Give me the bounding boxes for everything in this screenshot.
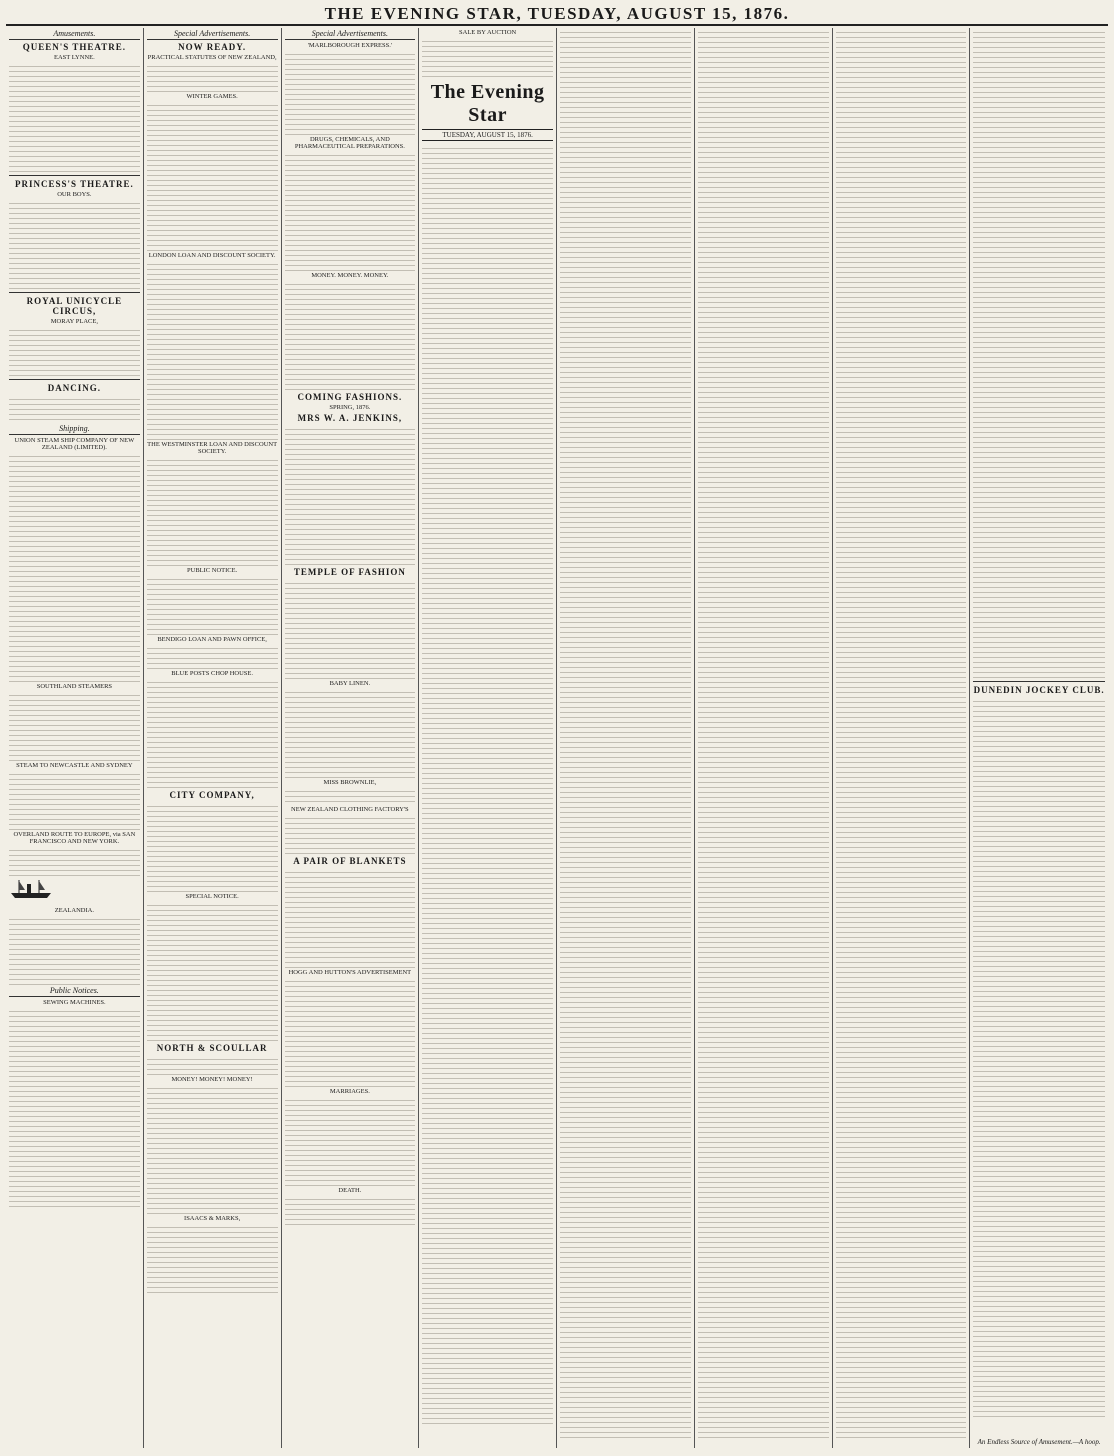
news-text (973, 28, 1105, 678)
masthead-title: THE EVENING STAR, TUESDAY, AUGUST 15, 1876. (324, 4, 790, 23)
text-block (285, 688, 416, 778)
text-block (285, 151, 416, 271)
text-block (285, 1195, 416, 1225)
ad-title: MRS W. A. JENKINS, (297, 413, 403, 423)
ad-subtitle: MARRIAGES. (329, 1088, 370, 1095)
editorial-text (422, 144, 553, 1424)
text-block (9, 199, 140, 289)
text-block (285, 814, 416, 854)
ad-title: COMING FASHIONS. (297, 392, 403, 402)
text-block (9, 691, 140, 761)
ad-subtitle: MISS BROWNLIE, (323, 779, 377, 786)
text-block (9, 326, 140, 376)
ad-subtitle: PRACTICAL STATUTES OF NEW ZEALAND, (147, 54, 277, 61)
ad-title: PRINCESS'S THEATRE. (15, 179, 134, 189)
section-heading: Public Notices. (9, 985, 140, 997)
editorial-text (560, 28, 691, 1438)
ad-subtitle: SOUTHLAND STEAMERS (36, 683, 113, 690)
text-block (9, 770, 140, 830)
ad-title: QUEEN'S THEATRE. (22, 42, 126, 52)
ad-subtitle: BENDIGO LOAN AND PAWN OFFICE, (157, 636, 267, 643)
ad-subtitle: SALE BY AUCTION (459, 29, 517, 36)
column-heading: Amusements. (9, 28, 140, 40)
ad-subtitle: OUR BOYS. (57, 191, 92, 198)
text-block (9, 1007, 140, 1207)
text-block (147, 1223, 278, 1293)
column-5 (557, 28, 695, 1448)
text-block (147, 101, 278, 251)
text-block (285, 425, 416, 565)
column-6 (695, 28, 833, 1448)
text-block (285, 280, 416, 390)
text-block (9, 395, 140, 423)
text-block (147, 644, 278, 669)
text-block (285, 1096, 416, 1186)
ad-title: DANCING. (47, 383, 101, 393)
ad-title: NOW READY. (178, 42, 247, 52)
text-block (147, 456, 278, 566)
ad-subtitle: LONDON LOAN AND DISCOUNT SOCIETY. (148, 252, 276, 259)
ad-subtitle: ISAACS & MARKS, (184, 1215, 241, 1222)
ad-title: TEMPLE OF FASHION (293, 567, 406, 577)
ad-subtitle: SEWING MACHINES. (43, 999, 106, 1006)
column-heading: Special Advertisements. (285, 28, 416, 40)
ad-title: A PAIR OF BLANKETS (293, 856, 407, 866)
text-block (147, 260, 278, 440)
ad-subtitle: EAST LYNNE. (53, 54, 95, 61)
newspaper-title: The Evening Star (430, 81, 545, 126)
column-heading: Special Advertisements. (147, 28, 278, 40)
column-8 (970, 28, 1108, 1448)
column-7 (833, 28, 971, 1448)
masthead (6, 4, 1108, 26)
ad-subtitle: SPECIAL NOTICE. (185, 893, 239, 900)
ad-subtitle: PUBLIC NOTICE. (187, 567, 238, 574)
text-block (9, 452, 140, 682)
section-title: DUNEDIN JOCKEY CLUB. (973, 685, 1105, 695)
news-text (698, 28, 829, 1438)
text-block (422, 37, 553, 77)
text-block (147, 678, 278, 788)
text-block (285, 868, 416, 968)
text-block (285, 50, 416, 135)
ad-subtitle: OVERLAND ROUTE TO EUROPE, via SAN FRANCISCO AND NEW YORK. (13, 831, 136, 845)
ad-subtitle: STEAM TO NEWCASTLE AND SYDNEY (16, 762, 133, 769)
column-2 (144, 28, 282, 1448)
text-block (147, 1084, 278, 1214)
column-3 (282, 28, 420, 1448)
ad-subtitle: UNION STEAM SHIP COMPANY OF NEW ZEALAND (LIMITED). (14, 437, 135, 451)
ad-subtitle: NEW ZEALAND CLOTHING FACTORY'S (291, 806, 409, 813)
dateline: TUESDAY, AUGUST 15, 1876. (422, 129, 553, 141)
section-heading: Shipping. (9, 423, 140, 435)
ad-subtitle: ZEALANDIA. (54, 907, 94, 914)
text-block (285, 787, 416, 805)
text-block (9, 62, 140, 172)
ad-subtitle: 'MARLBOROUGH EXPRESS.' (307, 42, 393, 49)
ad-title: CITY COMPANY, (169, 790, 255, 800)
column-1 (6, 28, 144, 1448)
text-block (9, 846, 140, 876)
ad-subtitle: DRUGS, CHEMICALS, AND PHARMACEUTICAL PREPARATIONS. (294, 136, 405, 150)
ad-subtitle: SPRING, 1876. (329, 404, 371, 411)
ad-subtitle: HOGG AND HUTTON'S ADVERTISEMENT (288, 969, 412, 976)
text-block (147, 575, 278, 635)
text-block (285, 977, 416, 1087)
news-text (836, 28, 967, 1438)
text-block (147, 901, 278, 1041)
column-4 (419, 28, 557, 1448)
text-block (147, 1055, 278, 1075)
ad-title: ROYAL UNICYCLE CIRCUS, (26, 296, 123, 316)
ad-subtitle: BABY LINEN. (329, 680, 371, 687)
ad-subtitle: DEATH. (338, 1187, 362, 1194)
text-block (9, 915, 140, 985)
ad-title: NORTH & SCOULLAR (156, 1043, 268, 1053)
ad-subtitle: WINTER GAMES. (186, 93, 238, 100)
ad-subtitle: MORAY PLACE, (50, 318, 98, 325)
ad-subtitle: MONEY! MONEY! MONEY! (171, 1076, 253, 1083)
footer-text: An Endless Source of Amusement.—A hoop. (977, 1438, 1101, 1446)
columns (6, 28, 1108, 1448)
ad-subtitle: BLUE POSTS CHOP HOUSE. (171, 670, 253, 677)
steamship-icon (9, 878, 53, 900)
news-text (973, 697, 1105, 1417)
newspaper-page (6, 4, 1108, 1452)
ad-subtitle: THE WESTMINSTER LOAN AND DISCOUNT SOCIETY. (147, 441, 278, 455)
text-block (285, 579, 416, 679)
text-block (147, 802, 278, 892)
text-block (147, 62, 278, 92)
ad-subtitle: MONEY. MONEY. MONEY. (311, 272, 389, 279)
